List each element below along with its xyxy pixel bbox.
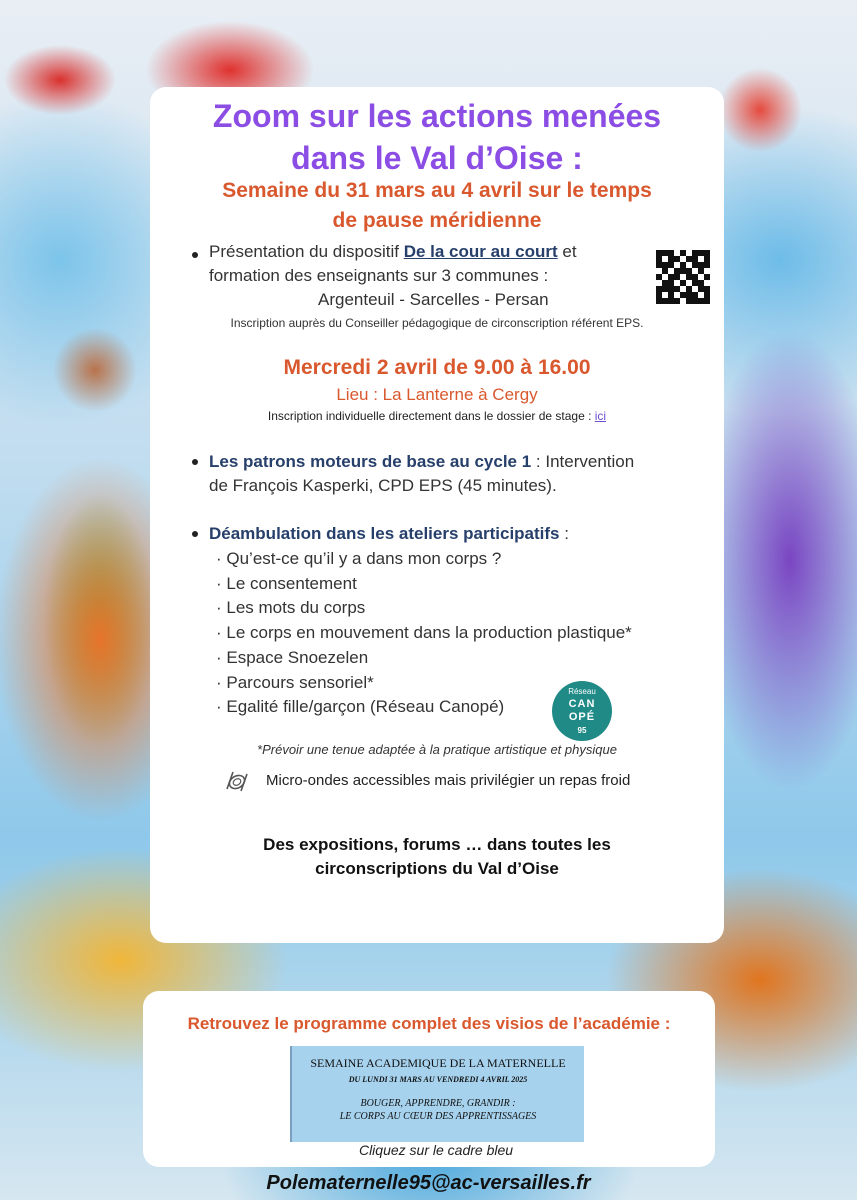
bullet-dot	[192, 252, 198, 258]
cutlery-plate-icon	[224, 769, 250, 793]
event-location: Lieu : La Lanterne à Cergy	[336, 385, 538, 404]
expo-line-2: circonscriptions du Val d’Oise	[315, 859, 559, 878]
banner-dates: DU LUNDI 31 MARS AU VENDREDI 4 AVRIL 2025	[348, 1075, 528, 1084]
patrons-line-1	[209, 450, 709, 474]
qr-code-icon[interactable]	[656, 250, 710, 304]
list-item: · Le consentement	[216, 573, 357, 593]
banner-line-2: LE CORPS AU CŒUR DES APPRENTISSAGES	[339, 1111, 537, 1122]
communes: Argenteuil - Sarcelles - Persan	[318, 290, 549, 309]
bullet-dot	[192, 531, 198, 537]
list-item: · Qu’est-ce qu’il y a dans mon corps ?	[216, 549, 502, 568]
deambulation-rest: :	[559, 524, 569, 543]
bottom-card	[143, 991, 715, 1167]
week-subtitle	[150, 176, 724, 236]
main-card	[150, 87, 724, 943]
list-item: · Parcours sensoriel*	[216, 672, 374, 692]
banner-line-1: BOUGER, APPRENDRE, GRANDIR :	[360, 1098, 516, 1109]
subtitle-line-1: Semaine du 31 mars au 4 avril sur le temps	[222, 179, 652, 202]
meal-note: Micro-ondes accessibles mais privilégier un repas froid	[266, 772, 631, 789]
tenue-note: *Prévoir une tenue adaptée à la pratique artistique et physique	[257, 742, 617, 757]
deambulation-title: Déambulation dans les ateliers participatifs	[209, 524, 560, 543]
subtitle-line-2: de pause méridienne	[332, 209, 542, 232]
intro-text: Présentation du dispositif	[209, 242, 399, 261]
event-date: Mercredi 2 avril de 9.00 à 16.00	[283, 356, 591, 379]
ateliers-list	[216, 547, 716, 720]
patrons-title: Les patrons moteurs de base au cycle 1	[209, 452, 532, 471]
list-item: · Egalité fille/garçon (Réseau Canopé)	[216, 697, 505, 717]
cour-au-court-link[interactable]: De la cour au court	[403, 242, 558, 261]
list-item: · Le corps en mouvement dans la production plastique*	[216, 623, 632, 643]
programme-heading: Retrouvez le programme complet des visios de l’académie :	[187, 1014, 671, 1033]
expositions-note	[150, 833, 724, 881]
event-inscription	[150, 408, 724, 424]
canope-logo-row-1: CAN	[568, 698, 596, 710]
title-line-2: dans le Val d’Oise :	[291, 140, 583, 176]
bullet-dot	[192, 459, 198, 465]
click-hint: Cliquez sur le cadre bleu	[358, 1142, 514, 1158]
canope-logo-dept: 95	[577, 726, 587, 735]
canope-logo-top: Réseau	[568, 687, 596, 696]
deambulation-heading	[209, 522, 709, 546]
list-item: · Espace Snoezelen	[216, 647, 369, 667]
banner-title: SEMAINE ACADEMIQUE DE LA MATERNELLE	[310, 1056, 566, 1070]
page-title	[150, 95, 724, 179]
semaine-banner-button[interactable]	[290, 1046, 584, 1142]
event-inscription-text: Inscription individuelle directement dans le dossier de stage :	[267, 409, 592, 423]
expo-line-1: Des expositions, forums … dans toutes les	[263, 835, 611, 854]
intro-line-2: formation des enseignants sur 3 communes :	[209, 266, 549, 285]
list-item: · Les mots du corps	[216, 598, 366, 618]
title-line-1: Zoom sur les actions menées	[212, 98, 662, 134]
contact-email[interactable]: Polematernelle95@ac-versailles.fr	[266, 1172, 591, 1194]
canope-logo	[552, 681, 612, 741]
intro-text-after: et	[562, 242, 577, 261]
intro-line-1	[209, 240, 649, 264]
canope-logo-row-2: OPÉ	[568, 711, 596, 723]
ici-link[interactable]: ici	[594, 409, 607, 423]
inscription-note: Inscription auprès du Conseiller pédagogique de circonscription référent EPS.	[230, 316, 644, 330]
patrons-line-2: de François Kasperki, CPD EPS (45 minutes).	[209, 476, 557, 495]
patrons-rest: : Intervention	[531, 452, 635, 471]
